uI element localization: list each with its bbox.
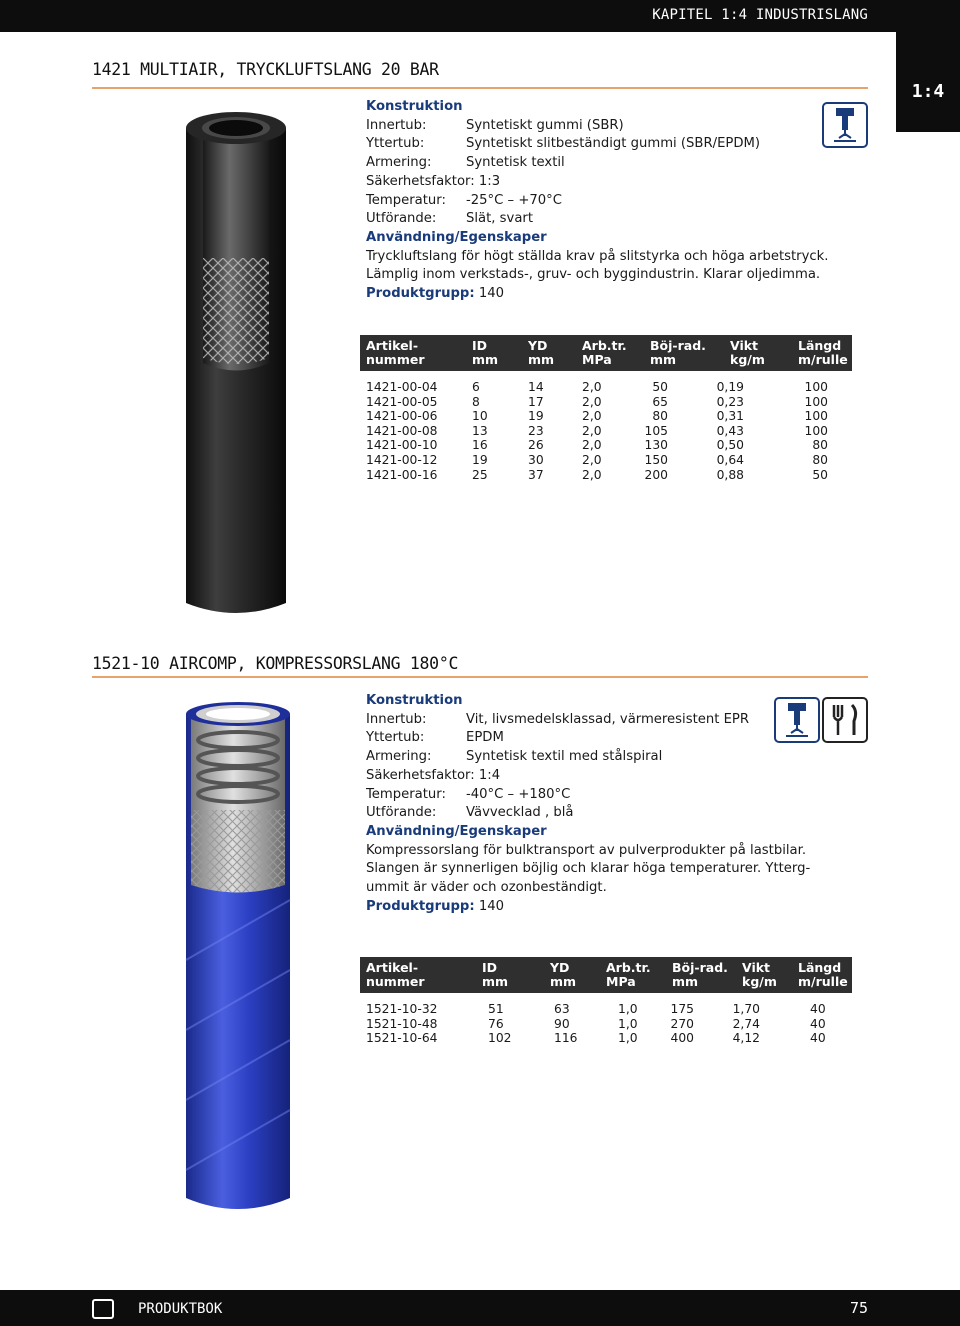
table-cell: 2,0 [582, 394, 602, 409]
air-hose-icon [774, 697, 820, 743]
usage-heading: Användning/Egenskaper [366, 823, 547, 839]
table-cell: 1521-10-48 [366, 1016, 438, 1031]
table-cell: 1,70 [732, 1002, 760, 1016]
black-hose-image [183, 108, 289, 618]
table-row [360, 1002, 852, 1017]
table-cell: 23 [528, 423, 544, 438]
table-cell: 270 [670, 1016, 694, 1031]
usage-text: Tryckluftslang för högt ställda krav på slitstyrka och höga arbetstryck. [366, 248, 829, 264]
table-cell: 130 [644, 438, 668, 453]
table-cell: 1421-00-04 [366, 380, 438, 394]
column-header: Artikel- nummer [366, 338, 425, 367]
table-row [360, 1017, 852, 1032]
table-cell: 13 [472, 423, 488, 438]
table-cell: 1521-10-64 [366, 1031, 438, 1046]
table-cell: 0,31 [716, 409, 744, 424]
construction-heading: Konstruktion [366, 693, 463, 708]
table-cell: 100 [804, 394, 828, 409]
table-row [360, 409, 852, 424]
chapter-tab[interactable]: 1:4 [896, 32, 960, 132]
column-header: Vikt kg/m [742, 960, 777, 989]
table-cell: 200 [644, 467, 668, 482]
table-cell: 1421-00-06 [366, 409, 438, 424]
table-row [360, 438, 852, 453]
spec-row: Armering: Syntetisk textil med stålspiral [366, 749, 663, 765]
table-cell: 102 [488, 1031, 512, 1046]
column-header: Längd m/rulle [798, 338, 848, 367]
table-cell: 105 [644, 423, 668, 438]
table-cell: 175 [670, 1002, 694, 1016]
section-divider [92, 87, 868, 89]
table-cell: 16 [472, 438, 488, 453]
table-cell: 100 [804, 380, 828, 394]
table-cell: 116 [554, 1031, 578, 1046]
table-cell: 0,50 [716, 438, 744, 453]
table-cell: 1521-10-32 [366, 1002, 438, 1016]
table-body [360, 1002, 852, 1046]
column-header: ID mm [482, 960, 509, 989]
table-cell: 8 [472, 394, 480, 409]
spec-block [366, 692, 810, 916]
spec-row: Temperatur: -40°C – +180°C [366, 786, 571, 802]
column-header: YD mm [550, 960, 577, 989]
column-header: Artikel- nummer [366, 960, 425, 989]
column-header: YD mm [528, 338, 555, 367]
table-cell: 26 [528, 438, 544, 453]
column-header: Längd m/rulle [798, 960, 848, 989]
spec-row: Yttertub: EPDM [366, 730, 504, 746]
table-cell: 1,0 [618, 1016, 638, 1031]
table-cell: 14 [528, 380, 544, 394]
table-row [360, 380, 852, 395]
product-group: Produktgrupp: 140 [366, 286, 504, 302]
food-grade-icon [822, 697, 868, 743]
table-cell: 1421-00-08 [366, 423, 438, 438]
table-cell: 19 [528, 409, 544, 424]
table-cell: 25 [472, 467, 488, 482]
table-cell: 150 [644, 452, 668, 467]
column-header: Böj-rad. mm [672, 960, 728, 989]
table-cell: 400 [670, 1031, 694, 1046]
table-cell: 40 [810, 1031, 826, 1046]
table-cell: 50 [652, 380, 668, 394]
table-cell: 90 [554, 1016, 570, 1031]
table-cell: 2,0 [582, 409, 602, 424]
spec-row: Utförande: Vävvecklad , blå [366, 805, 574, 821]
spec-row: Säkerhetsfaktor: 1:4 [366, 767, 501, 783]
table-cell: 100 [804, 409, 828, 424]
table-cell: 10 [472, 409, 488, 424]
section-divider [92, 676, 868, 678]
product-title: 1521-10 AIRCOMP, KOMPRESSORSLANG 180°C [92, 654, 459, 673]
table-cell: 17 [528, 394, 544, 409]
company-logo-icon [92, 1299, 114, 1319]
column-header: Böj-rad. mm [650, 338, 706, 367]
product-title: 1421 MULTIAIR, TRYCKLUFTSLANG 20 BAR [92, 60, 439, 79]
table-row [360, 395, 852, 410]
table-cell: 19 [472, 452, 488, 467]
air-hose-icon [822, 102, 868, 148]
spec-row: Temperatur: -25°C – +70°C [366, 192, 562, 208]
construction-heading: Konstruktion [366, 99, 463, 114]
spec-row: Innertub: Vit, livsmedelsklassad, värmeresistent EPR [366, 711, 750, 727]
table-cell: 2,0 [582, 452, 602, 467]
spec-row: Utförande: Slät, svart [366, 211, 534, 227]
table-cell: 0,64 [716, 452, 744, 467]
usage-text: Slangen är synnerligen böjlig och klarar höga temperaturer. Ytterg- [366, 861, 811, 877]
product-group: Produktgrupp: 140 [366, 898, 504, 914]
table-cell: 1,0 [618, 1031, 638, 1046]
chapter-title: KAPITEL 1:4 INDUSTRISLANG [652, 7, 868, 23]
table-row [360, 1031, 852, 1046]
column-header: Vikt kg/m [730, 338, 765, 367]
table-cell: 76 [488, 1016, 504, 1031]
table-cell: 40 [810, 1016, 826, 1031]
table-cell: 50 [812, 467, 828, 482]
table-cell: 0,23 [716, 394, 744, 409]
footer-label: PRODUKTBOK [138, 1301, 223, 1317]
table-cell: 1421-00-12 [366, 452, 438, 467]
table-cell: 40 [810, 1002, 826, 1016]
table-header [360, 957, 852, 993]
spec-block [366, 98, 829, 304]
usage-text: Kompressorslang för bulktransport av pulverprodukter på lastbilar. [366, 842, 807, 858]
table-cell: 63 [554, 1002, 570, 1016]
table-cell: 80 [812, 452, 828, 467]
bottom-bar [0, 1290, 960, 1326]
spec-row: Säkerhetsfaktor: 1:3 [366, 173, 501, 189]
column-header: Arb.tr. MPa [606, 960, 651, 989]
table-cell: 2,0 [582, 467, 602, 482]
table-cell: 30 [528, 452, 544, 467]
column-header: Arb.tr. MPa [582, 338, 627, 367]
table-cell: 0,88 [716, 467, 744, 482]
table-row [360, 468, 852, 483]
table-cell: 6 [472, 380, 480, 394]
usage-text: ummit är väder och ozonbeständigt. [366, 880, 607, 896]
table-cell: 2,0 [582, 423, 602, 438]
table-row [360, 424, 852, 439]
table-cell: 65 [652, 394, 668, 409]
table-cell: 1421-00-05 [366, 394, 438, 409]
table-cell: 1421-00-10 [366, 438, 438, 453]
table-cell: 2,0 [582, 380, 602, 394]
table-cell: 51 [488, 1002, 504, 1016]
table-cell: 37 [528, 467, 544, 482]
table-header [360, 335, 852, 371]
usage-heading: Användning/Egenskaper [366, 229, 547, 245]
table-cell: 100 [804, 423, 828, 438]
column-header: ID mm [472, 338, 499, 367]
spec-row: Armering: Syntetisk textil [366, 155, 565, 171]
table-body [360, 380, 852, 482]
table-cell: 1421-00-16 [366, 467, 438, 482]
table-cell: 0,19 [716, 380, 744, 394]
spec-row: Innertub: Syntetiskt gummi (SBR) [366, 117, 624, 133]
table-cell: 80 [812, 438, 828, 453]
usage-text: Lämplig inom verkstads-, gruv- och byggindustrin. Klarar oljedimma. [366, 267, 821, 283]
page-number: 75 [849, 1299, 868, 1317]
table-cell: 80 [652, 409, 668, 424]
blue-hose-image [183, 700, 293, 1216]
table-cell: 0,43 [716, 423, 744, 438]
table-cell: 4,12 [732, 1031, 760, 1046]
top-bar [0, 0, 960, 32]
table-row [360, 453, 852, 468]
table-cell: 1,0 [618, 1002, 638, 1016]
table-cell: 2,74 [732, 1016, 760, 1031]
spec-row: Yttertub: Syntetiskt slitbeständigt gummi (SBR/EPDM) [366, 136, 761, 152]
table-cell: 2,0 [582, 438, 602, 453]
